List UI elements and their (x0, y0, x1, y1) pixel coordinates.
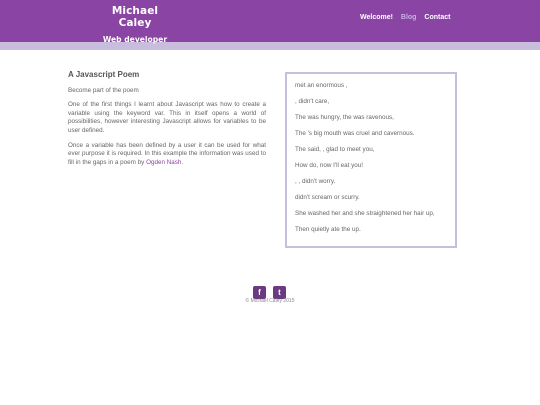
site-role: Web developer (102, 35, 168, 44)
poem-line: The said, , glad to meet you, (295, 145, 375, 153)
ogden-nash-link[interactable]: Ogden Nash (146, 158, 182, 166)
article-para-1: One of the first things I learnt about Javascript was how to create a variable using the keyword var. This in itself opens a world of possibilities, however interesting Javascript allows for variables to be user defined. (68, 101, 266, 134)
poem-line: She washed her and she straightened her hair up, (295, 209, 435, 217)
poem-lines (295, 82, 455, 234)
poem-box (285, 72, 457, 248)
poem-line: , didn't care, (295, 97, 330, 105)
article-para-2 (68, 142, 266, 168)
poem-line: How do, now I'll eat you! (295, 161, 364, 169)
site-name[interactable]: Michael Caley (111, 5, 159, 29)
poem-line: The 's big mouth was cruel and cavernous. (295, 129, 415, 137)
poem-line: didn't scream or scurry. (295, 193, 360, 201)
poem-line: The was hungry, the was ravenous, (295, 113, 394, 121)
header-accent-strip (0, 42, 540, 50)
article (68, 71, 266, 173)
article-title: A Javascript Poem (68, 70, 140, 79)
poem-line: met an enormous , (295, 82, 348, 89)
facebook-icon[interactable]: f (253, 286, 266, 299)
article-para-2-text: Once a variable has been defined by a user it can be used for what ever purpose it is required. In this example the information was used to fill in the gaps in a poem by (68, 141, 266, 166)
copyright: © Michael Caley 2015 (245, 298, 295, 304)
article-intro: Become part of the poem (68, 86, 139, 94)
article-para-2-end: . (181, 158, 184, 166)
nav-contact[interactable]: Contact (424, 14, 451, 21)
header-bar (0, 0, 540, 42)
poem-line: Then quietly ate the up. (295, 225, 361, 233)
nav-blog[interactable]: Blog (400, 14, 417, 21)
main-nav (360, 14, 456, 21)
nav-welcome[interactable]: Welcome! (360, 14, 393, 21)
poem-line: , , didn't worry. (295, 177, 336, 185)
brand[interactable] (96, 5, 174, 44)
twitter-icon[interactable]: t (273, 286, 286, 299)
